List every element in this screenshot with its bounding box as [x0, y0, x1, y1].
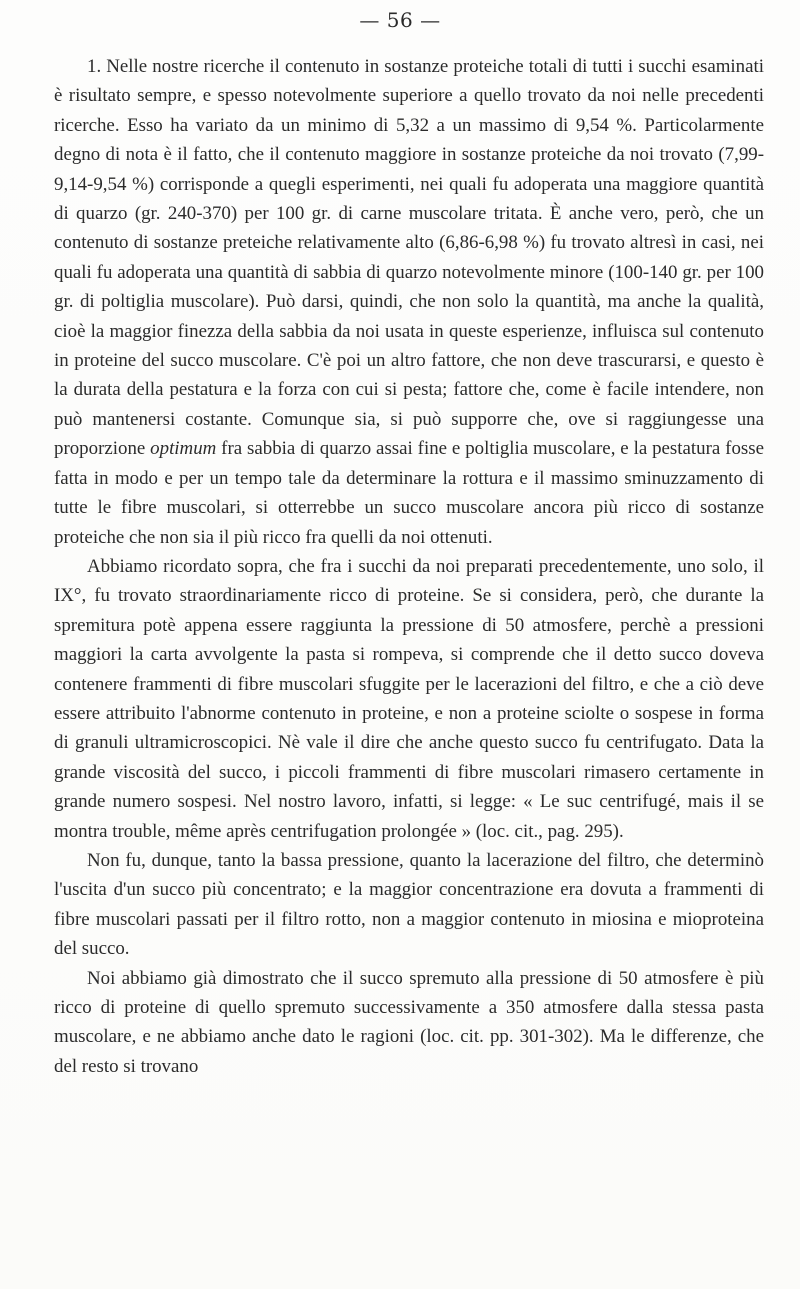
paragraph-1-italic-term: optimum: [150, 438, 217, 460]
paragraph-1-text-before: 1. Nelle nostre ricerche il contenuto in sostanze proteiche totali di tutti i succhi esaminati è risultato sempre, e spesso notevolmente superiore a quello trovato da noi nelle precedenti ricerche. Esso ha variato da un minimo di 5,32 a un massimo di 9,54 %. Particolarmente degno di nota è il fatto, che il contenuto maggiore in sostanze proteiche da noi trovato (7,99-9,14-9,54 %) corrisponde a quegli esperimenti, nei quali fu adoperata una maggiore quantità di quarzo (gr. 240-370) per 100 gr. di carne muscolare tritata. È anche vero, però, che un contenuto di sostanze preteiche relativamente alto (6,86-6,98 %) fu trovato altresì in casi, nei quali fu adoperata una quantità di sabbia di quarzo notevolmente minore (100-140 gr. per 100 gr. di poltiglia muscolare). Può darsi, quindi, che non solo la quantità, ma anche la qualità, cioè la maggior finezza della sabbia da noi usata in queste esperienze, influisca sul contenuto in proteine del succo muscolare. C'è poi un altro fattore, che non deve trascurarsi, e questo è la durata della pestatura e la forza con cui si pesta; fattore che, come è facile intendere, non può mantenersi costante. Comunque sia, si può supporre che, ove si raggiungesse una proporzione: [54, 56, 764, 460]
paragraph-3: Non fu, dunque, tanto la bassa pressione, quanto la lacerazione del filtro, che determinò l'uscita d'un succo più concentrato; e la maggior concentrazione era dovuta a frammenti di fibre muscolari passati per il filtro rotto, non a maggior contenuto in miosina e mioproteina del succo.: [54, 849, 764, 960]
paragraph-1-text-after: fra sabbia di quarzo assai fine e poltiglia muscolare, e la pestatura fosse fatta in modo e per un tempo tale da determinare la rottura e il massimo sminuzzamento di tutte le fibre muscolari, si otterrebbe un succo muscolare ancora più ricco di sostanze proteiche che non sia il più ricco fra quelli da noi ottenuti.: [54, 438, 764, 548]
paragraph-1: [54, 52, 764, 552]
paragraph-4: Noi abbiamo già dimostrato che il succo spremuto alla pressione di 50 atmosfere è più ricco di proteine di quello spremuto successivamente a 350 atmosfere dalla stessa pasta muscolare, e ne abbiamo anche dato le ragioni (loc. cit. pp. 301-302). Ma le differenze, che del resto si trovano: [54, 967, 764, 1077]
paragraph-2: Abbiamo ricordato sopra, che fra i succhi da noi preparati precedentemente, uno solo, il IX°, fu trovato straordinariamente ricco di proteine. Se si considera, però, che durante la spremitura potè appena essere raggiunta la pressione di 50 atmosfere, perchè a pressioni maggiori la carta avvolgente la pasta si rompeva, si comprende che il detto succo doveva contenere frammenti di fibre muscolari sfuggite per le lacerazioni del filtro, e che a ciò deve essere attribuito l'abnorme contenuto in proteine, e non a proteine sciolte o sospese in forma di granuli ultramicroscopici. Nè vale il dire che anche questo succo fu centrifugato. Data la grande viscosità del succo, i piccoli frammenti di fibre muscolari rimasero certamente in grande numero sospesi. Nel nostro lavoro, infatti, si legge: « Le suc centrifugé, mais il se montra trouble, même après centrifugation prolongée » (loc. cit., pag. 295).: [54, 555, 764, 842]
body-text: [54, 52, 764, 1081]
page-number: — 56 —: [359, 8, 441, 32]
